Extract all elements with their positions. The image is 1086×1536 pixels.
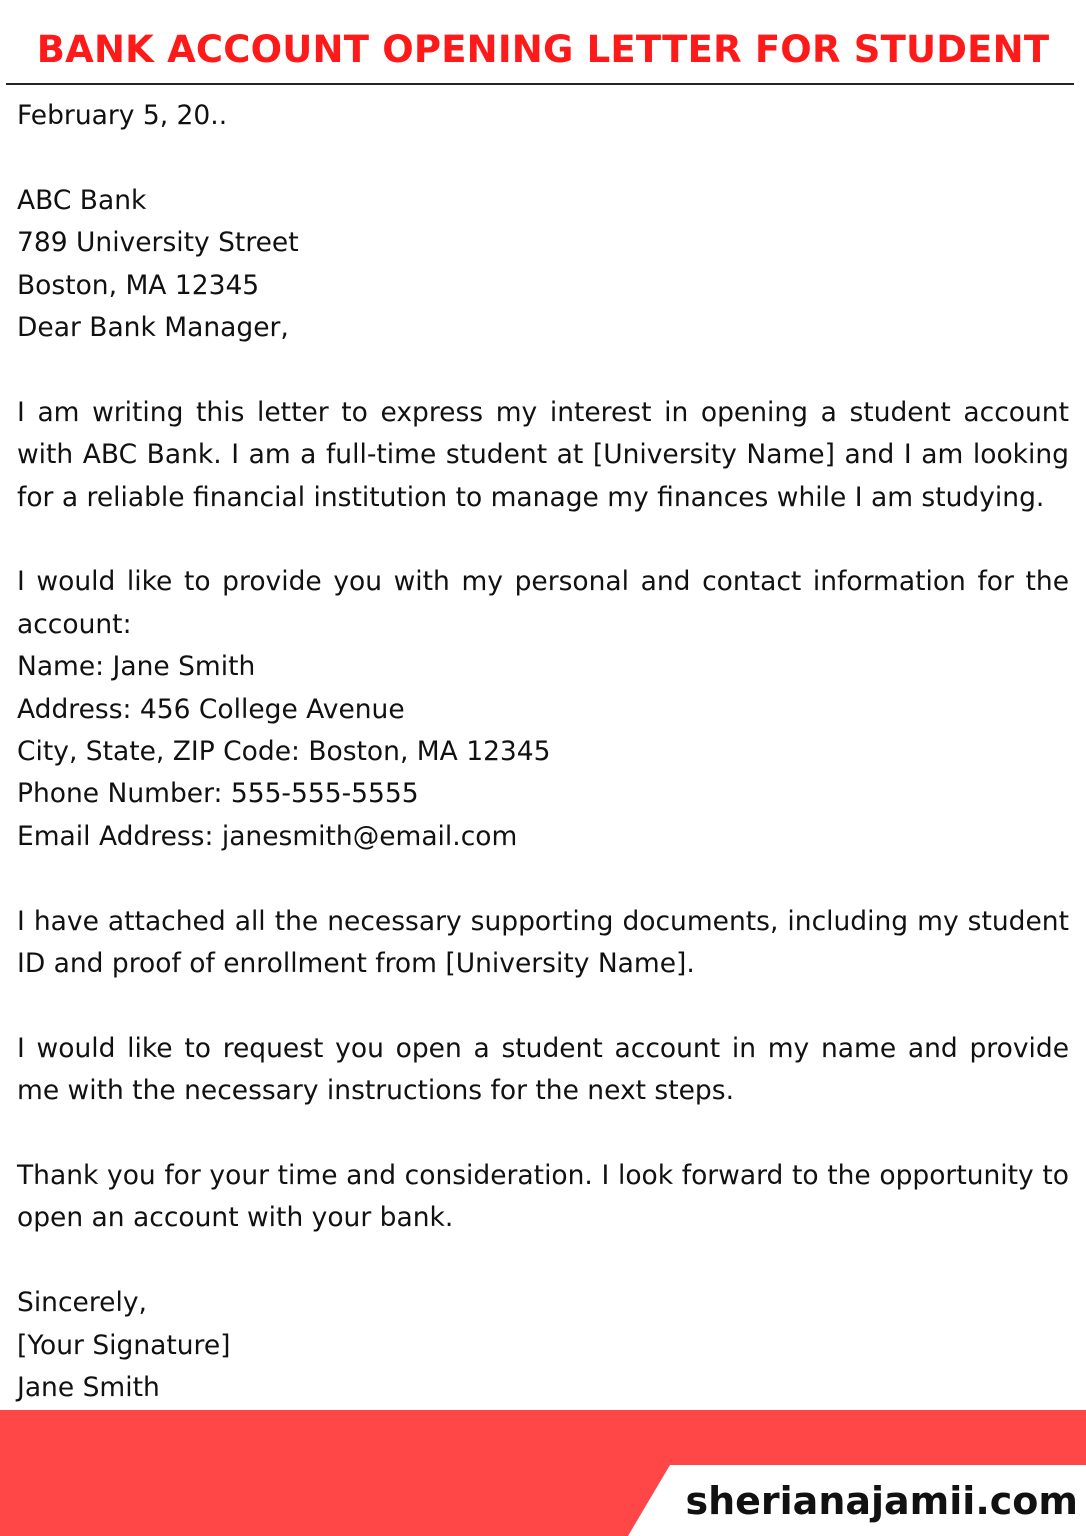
documents-paragraph: I have attached all the necessary supporting documents, including my student ID and proof of enrollment from [University Name].	[17, 905, 1069, 980]
thanks-paragraph: Thank you for your time and consideration. I look forward to the opportunity to open an account with your bank.	[17, 1160, 1069, 1234]
signature-placeholder: [Your Signature]	[17, 1329, 231, 1361]
spacer	[17, 1240, 1069, 1282]
letter-body	[17, 95, 1069, 1409]
request-paragraph: I would like to request you open a student account in my name and provide me with the necessary instructions for the next steps.	[17, 1032, 1069, 1107]
intro-paragraph: I am writing this letter to express my interest in opening a student account with ABC Bank. I am a full-time student at [University Name] and I am looking for a reliable financial institution to manage my finances while I am studying.	[17, 396, 1069, 513]
page-title: BANK ACCOUNT OPENING LETTER FOR STUDENT	[36, 28, 1050, 71]
recipient-name: ABC Bank	[17, 184, 147, 216]
spacer	[17, 137, 1069, 179]
spacer	[17, 858, 1069, 900]
spacer	[17, 519, 1069, 561]
contact-line-email: Email Address: janesmith@email.com	[17, 820, 518, 852]
sender-name: Jane Smith	[17, 1372, 160, 1404]
contact-line-phone: Phone Number: 555-555-5555	[17, 778, 419, 810]
spacer	[17, 1113, 1069, 1155]
footer-site-name: sherianajamii.com	[685, 1479, 1078, 1523]
spacer	[17, 985, 1069, 1027]
recipient-street: 789 University Street	[17, 227, 299, 259]
closing: Sincerely,	[17, 1287, 147, 1319]
spacer	[17, 349, 1069, 391]
salutation: Dear Bank Manager,	[17, 312, 289, 344]
contact-line-name: Name: Jane Smith	[17, 651, 256, 683]
letter-date: February 5, 20..	[17, 100, 228, 131]
recipient-city: Boston, MA 12345	[17, 269, 260, 301]
contact-line-city: City, State, ZIP Code: Boston, MA 12345	[17, 736, 551, 768]
title-divider	[6, 83, 1074, 85]
contact-line-address: Address: 456 College Avenue	[17, 693, 405, 725]
contact-intro-paragraph: I would like to provide you with my personal and contact information for the account:	[17, 566, 1069, 640]
